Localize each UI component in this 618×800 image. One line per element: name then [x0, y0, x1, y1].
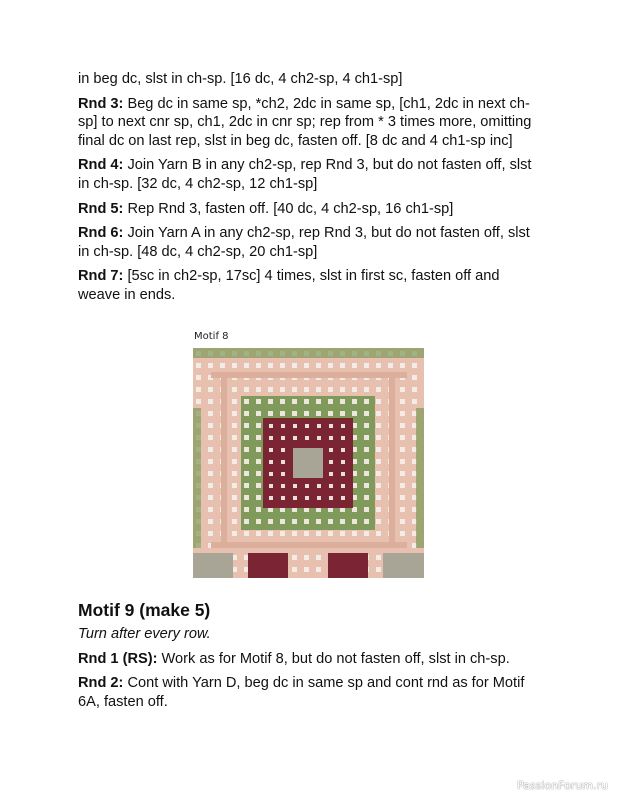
figure-caption: Motif 8	[194, 331, 229, 342]
round-text: Rep Rnd 3, fasten off. [40 dc, 4 ch2-sp, 16 ch1-sp]	[123, 200, 454, 217]
watermark: PassionForum.ru	[517, 779, 608, 792]
round-text: [5sc in ch2-sp, 17sc] 4 times, slst in first sc, fasten off and weave in ends.	[78, 268, 500, 303]
round-6	[78, 224, 538, 261]
round-label: Rnd 2:	[78, 675, 124, 692]
round-text: Beg dc in same sp, *ch2, 2dc in same sp, [ch1, 2dc in next ch-sp] to next cnr sp, ch1, 2dc in cnr sp; rep from * 3 times more, omitting final dc on last rep, slst in beg dc, fasten off. [8 dc and 4 ch1-sp inc]	[78, 95, 532, 149]
continuation-text: in beg dc, slst in ch-sp. [16 dc, 4 ch2-sp, 4 ch1-sp]	[78, 71, 403, 87]
round-5	[78, 200, 538, 219]
round-text: Join Yarn B in any ch2-sp, rep Rnd 3, but do not fasten off, slst in ch-sp. [32 dc, 4 ch2-sp, 12 ch1-sp]	[78, 157, 532, 192]
round-text: Work as for Motif 8, but do not fasten off, slst in ch-sp.	[157, 650, 510, 667]
round-7	[78, 267, 538, 304]
motif-9-instructions	[78, 625, 538, 717]
motif-9-heading: Motif 9 (make 5)	[78, 600, 211, 620]
round-4	[78, 156, 538, 193]
round-label: Rnd 6:	[78, 225, 124, 242]
round-text: Cont with Yarn D, beg dc in same sp and cont rnd as for Motif 6A, fasten off.	[78, 675, 525, 710]
granny-square-image	[193, 348, 424, 578]
round-label: Rnd 4:	[78, 157, 124, 174]
motif-9-round-1	[78, 650, 538, 669]
instructions-top	[78, 70, 538, 311]
round-label: Rnd 5:	[78, 200, 124, 217]
round-3	[78, 95, 538, 151]
motif-8-photo	[193, 348, 424, 578]
motif-9-note: Turn after every row.	[78, 626, 211, 642]
motif-9-round-2	[78, 674, 538, 711]
round-text: Join Yarn A in any ch2-sp, rep Rnd 3, but do not fasten off, slst in ch-sp. [48 dc, 4 ch2-sp, 20 ch1-sp]	[78, 225, 530, 260]
round-label: Rnd 1 (RS):	[78, 650, 158, 667]
round-label: Rnd 7:	[78, 268, 124, 285]
round-label: Rnd 3:	[78, 95, 124, 112]
